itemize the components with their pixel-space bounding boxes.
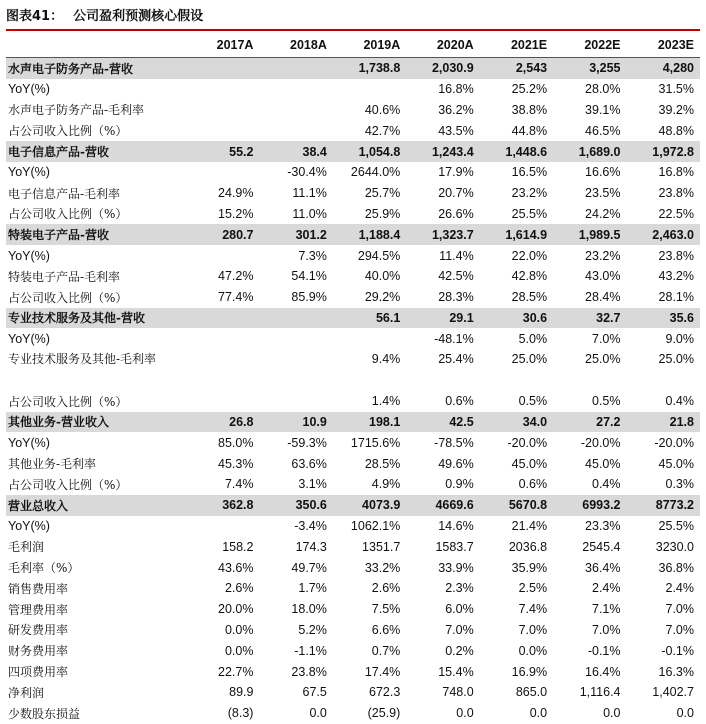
row-label: 专业技术服务及其他-营收 [6, 308, 186, 329]
value-cell: 6993.2 [553, 495, 626, 516]
value-cell: 31.5% [658, 82, 694, 97]
value-cell: 0.0% [224, 622, 254, 637]
value-cell: 0.5% [518, 394, 548, 409]
value-cell: 4,280 [627, 58, 701, 79]
value-cell: 2,463.0 [627, 224, 701, 245]
table-row [6, 474, 700, 495]
value-cell: 362.8 [186, 495, 259, 516]
value-cell: 43.6% [218, 560, 254, 575]
value-cell: 198.1 [333, 412, 406, 433]
row-label: 占公司收入比例（%） [8, 477, 128, 492]
value-cell: 7.0% [665, 602, 694, 617]
value-cell: 5670.8 [480, 495, 553, 516]
value-cell: 748.0 [442, 685, 474, 700]
value-cell: 9.0% [665, 331, 694, 346]
value-cell: 7.0% [665, 622, 694, 637]
value-cell: 0.7% [371, 643, 401, 658]
row-label: 四项费用率 [8, 665, 69, 679]
row-label: 净利润 [8, 685, 45, 700]
row-label: YoY(%) [8, 331, 50, 346]
value-cell: 39.2% [658, 102, 694, 117]
header-cell: 2022E [553, 33, 626, 58]
value-cell: 11.0% [292, 206, 327, 221]
value-cell: 40.6% [364, 102, 401, 117]
value-cell: 43.5% [438, 123, 474, 138]
value-cell: 56.1 [333, 308, 406, 329]
table-row [6, 287, 700, 308]
value-cell: -0.1% [661, 643, 694, 658]
value-cell: 0.3% [665, 477, 694, 492]
table-row [6, 391, 700, 412]
value-cell: 17.4% [364, 664, 401, 679]
value-cell: 28.5% [511, 290, 548, 305]
value-cell: 1715.6% [350, 435, 401, 450]
table-row [6, 599, 700, 620]
value-cell: 85.0% [218, 435, 254, 450]
table-row [6, 703, 700, 724]
header-cell: 2018A [259, 33, 332, 58]
value-cell: 6.0% [445, 602, 474, 617]
value-cell: 63.6% [291, 456, 327, 471]
row-label: 其他业务-营业收入 [6, 412, 186, 433]
table-row [6, 432, 700, 453]
value-cell [259, 58, 332, 79]
row-label: 管理费用率 [8, 602, 69, 617]
value-cell: 2.6% [224, 581, 254, 596]
value-cell: 20.7% [438, 186, 474, 201]
row-label: 营业总收入 [6, 495, 186, 516]
value-cell: 16.8% [658, 165, 694, 180]
value-cell: 1,402.7 [652, 685, 694, 700]
value-cell: 10.9 [259, 412, 332, 433]
value-cell: 25.7% [364, 186, 401, 201]
value-cell: 33.2% [364, 560, 401, 575]
figure-label: 图表41： [6, 9, 64, 24]
value-cell: 2,543 [480, 58, 553, 79]
value-cell: 29.2% [364, 290, 401, 305]
value-cell: 28.1% [658, 290, 694, 305]
value-cell: 25.9% [364, 206, 401, 221]
table-row [6, 162, 700, 183]
value-cell: 0.6% [518, 477, 548, 492]
value-cell: -20.0% [507, 435, 548, 450]
value-cell: 6.6% [371, 622, 401, 637]
value-cell: -3.4% [294, 518, 327, 533]
value-cell: 1.7% [298, 581, 327, 596]
value-cell: 16.5% [511, 165, 548, 180]
value-cell: 1062.1% [350, 518, 401, 533]
value-cell: 25.0% [585, 352, 621, 367]
value-cell: 7.0% [445, 622, 474, 637]
table-row [6, 328, 700, 349]
value-cell: 35.6 [627, 308, 701, 329]
value-cell: 23.3% [585, 518, 621, 533]
value-cell: 16.4% [585, 664, 621, 679]
value-cell: 16.9% [511, 664, 548, 679]
value-cell: 23.8% [658, 186, 694, 201]
value-cell: 1,243.4 [406, 141, 479, 162]
section-row [6, 495, 700, 516]
value-cell: 48.8% [658, 123, 694, 138]
table-body [6, 58, 700, 724]
value-cell: 67.5 [302, 685, 327, 700]
value-cell: (8.3) [227, 706, 254, 721]
value-cell: 1,689.0 [553, 141, 626, 162]
row-label: 专业技术服务及其他-毛利率 [8, 352, 157, 367]
row-label: 销售费用率 [8, 581, 69, 596]
value-cell: 24.9% [218, 186, 254, 201]
row-label: 财务费用率 [8, 644, 69, 659]
table-row [6, 100, 700, 121]
section-row [6, 58, 700, 79]
value-cell: 28.5% [364, 456, 401, 471]
value-cell: 9.4% [371, 352, 401, 367]
row-label: 占公司收入比例（%） [8, 290, 128, 305]
table-row [6, 516, 700, 537]
value-cell: 25.0% [511, 352, 548, 367]
value-cell: 47.2% [218, 269, 254, 284]
value-cell: 21.8 [627, 412, 701, 433]
value-cell: 4.9% [371, 477, 401, 492]
value-cell: 0.0 [309, 706, 327, 721]
value-cell: 28.3% [438, 290, 474, 305]
value-cell: 34.0 [480, 412, 553, 433]
value-cell: 45.0% [658, 456, 694, 471]
value-cell: 11.1% [292, 186, 327, 201]
row-label: 少数股东损益 [8, 706, 81, 721]
value-cell: 5.2% [298, 622, 327, 637]
value-cell: 0.4% [665, 394, 694, 409]
value-cell: 0.0 [456, 706, 474, 721]
table-row [6, 120, 700, 141]
value-cell: 28.0% [585, 82, 621, 97]
value-cell [259, 100, 332, 121]
value-cell: 7.4% [224, 477, 254, 492]
value-cell: 21.4% [511, 518, 548, 533]
value-cell [259, 391, 332, 412]
value-cell: 15.2% [218, 206, 254, 221]
value-cell: 7.1% [592, 602, 621, 617]
value-cell: 14.6% [438, 518, 474, 533]
value-cell: -20.0% [654, 435, 694, 450]
value-cell: 23.5% [585, 186, 621, 201]
value-cell: 2.4% [665, 581, 694, 596]
value-cell: 49.7% [291, 560, 327, 575]
value-cell: -20.0% [580, 435, 621, 450]
value-cell: 54.1% [291, 269, 327, 284]
value-cell [333, 79, 406, 100]
row-label: 电子信息产品-营收 [6, 141, 186, 162]
row-label: YoY(%) [8, 82, 50, 97]
value-cell: 1,448.6 [480, 141, 553, 162]
row-label: 特装电子产品-毛利率 [8, 269, 121, 284]
value-cell: (25.9) [367, 706, 401, 721]
value-cell: 174.3 [295, 539, 327, 554]
row-label: YoY(%) [8, 165, 50, 180]
table-row [6, 640, 700, 661]
value-cell: 865.0 [515, 685, 548, 700]
value-cell: 280.7 [186, 224, 259, 245]
header-cell: 2021E [480, 33, 553, 58]
value-cell: 39.1% [585, 102, 621, 117]
value-cell: 20.0% [218, 602, 254, 617]
row-label: 占公司收入比例（%） [8, 124, 128, 139]
value-cell: 2644.0% [350, 165, 401, 180]
value-cell [186, 58, 259, 79]
value-cell: 43.0% [585, 269, 621, 284]
value-cell [186, 120, 259, 141]
value-cell: 77.4% [218, 290, 254, 305]
value-cell: 7.0% [518, 622, 548, 637]
value-cell: 15.4% [438, 664, 474, 679]
value-cell: 89.9 [229, 685, 254, 700]
value-cell [186, 100, 259, 121]
value-cell [186, 349, 259, 391]
value-cell: 1,188.4 [333, 224, 406, 245]
value-cell [186, 328, 259, 349]
table-row [6, 453, 700, 474]
section-row [6, 412, 700, 433]
value-cell: 85.9% [291, 290, 327, 305]
value-cell: 23.2% [511, 186, 548, 201]
row-label: YoY(%) [8, 435, 50, 450]
value-cell: 3.1% [298, 477, 327, 492]
value-cell: 25.4% [438, 352, 474, 367]
value-cell: 36.8% [658, 560, 694, 575]
value-cell: 40.0% [364, 269, 401, 284]
value-cell: 23.8% [291, 664, 327, 679]
table-row [6, 536, 700, 557]
value-cell [186, 391, 259, 412]
value-cell: 294.5% [357, 248, 401, 263]
value-cell: 1,972.8 [627, 141, 701, 162]
row-label: YoY(%) [8, 518, 50, 533]
value-cell: 2.6% [371, 581, 401, 596]
value-cell: 17.9% [438, 165, 474, 180]
value-cell: 46.5% [585, 123, 621, 138]
value-cell: 25.2% [511, 82, 548, 97]
value-cell: 55.2 [186, 141, 259, 162]
value-cell: 35.9% [511, 560, 548, 575]
value-cell: 45.3% [218, 456, 254, 471]
value-cell: 1,323.7 [406, 224, 479, 245]
value-cell: 0.0% [224, 643, 254, 658]
header-cell: 2019A [333, 33, 406, 58]
value-cell: 44.8% [511, 123, 548, 138]
value-cell: 22.7% [218, 664, 254, 679]
value-cell: 3230.0 [655, 539, 694, 554]
section-row [6, 308, 700, 329]
value-cell: 43.2% [658, 269, 694, 284]
row-label: 研发费用率 [8, 623, 69, 638]
value-cell: 1583.7 [435, 539, 474, 554]
table-row [6, 578, 700, 599]
value-cell: 11.4% [439, 248, 474, 263]
value-cell: 2036.8 [508, 539, 548, 554]
value-cell [333, 328, 406, 349]
value-cell: 2545.4 [582, 539, 621, 554]
value-cell: 24.2% [585, 206, 621, 221]
value-cell: 0.0% [518, 643, 548, 658]
header-cell: 2023E [627, 33, 701, 58]
value-cell: 7.4% [518, 602, 548, 617]
value-cell [186, 308, 259, 329]
table-row [6, 266, 700, 287]
header-cell: 2017A [186, 33, 259, 58]
value-cell: 25.5% [511, 206, 548, 221]
value-cell: 25.5% [658, 518, 694, 533]
value-cell: 23.8% [658, 248, 694, 263]
value-cell: 30.6 [480, 308, 553, 329]
value-cell: 42.5% [438, 269, 474, 284]
value-cell: 0.9% [445, 477, 474, 492]
value-cell: 0.5% [592, 394, 621, 409]
value-cell: 0.6% [445, 394, 474, 409]
value-cell: 42.7% [364, 123, 401, 138]
value-cell: 0.0 [603, 706, 621, 721]
value-cell: 1351.7 [362, 539, 401, 554]
value-cell: 49.6% [438, 456, 474, 471]
value-cell: 38.8% [511, 102, 548, 117]
value-cell: 8773.2 [627, 495, 701, 516]
value-cell [259, 308, 332, 329]
row-label: 毛利润 [8, 540, 45, 555]
value-cell: 0.0 [676, 706, 694, 721]
value-cell: 16.8% [438, 82, 474, 97]
value-cell: 33.9% [438, 560, 474, 575]
value-cell: 23.2% [585, 248, 621, 263]
value-cell: 301.2 [259, 224, 332, 245]
value-cell [186, 162, 259, 183]
value-cell: 38.4 [259, 141, 332, 162]
value-cell: 16.6% [585, 165, 621, 180]
value-cell: 18.0% [291, 602, 327, 617]
value-cell [259, 349, 332, 391]
value-cell: -1.1% [294, 643, 327, 658]
value-cell: 25.0% [658, 352, 694, 367]
value-cell: 22.0% [511, 248, 548, 263]
table-row [6, 79, 700, 100]
value-cell: 1,989.5 [553, 224, 626, 245]
value-cell: 2.4% [592, 581, 621, 596]
header-cell: 2020A [406, 33, 479, 58]
table-row [6, 682, 700, 703]
value-cell: 29.1 [406, 308, 479, 329]
value-cell: 36.4% [585, 560, 621, 575]
value-cell: 1.4% [371, 394, 401, 409]
value-cell: 27.2 [553, 412, 626, 433]
value-cell [186, 79, 259, 100]
value-cell: -59.3% [287, 435, 327, 450]
value-cell: 45.0% [511, 456, 548, 471]
value-cell: 1,116.4 [579, 685, 621, 700]
header-row [6, 33, 700, 58]
value-cell: 1,738.8 [333, 58, 406, 79]
value-cell: 2.3% [445, 581, 474, 596]
value-cell: 42.8% [511, 269, 548, 284]
section-row [6, 224, 700, 245]
value-cell: 7.3% [298, 248, 327, 263]
value-cell: 4669.6 [406, 495, 479, 516]
value-cell: 32.7 [553, 308, 626, 329]
value-cell: 7.0% [592, 622, 621, 637]
row-label: 占公司收入比例（%） [8, 394, 128, 409]
value-cell: -78.5% [434, 435, 474, 450]
value-cell: 1,614.9 [480, 224, 553, 245]
value-cell: 42.5 [406, 412, 479, 433]
value-cell [186, 516, 259, 537]
row-label: 特装电子产品-营收 [6, 224, 186, 245]
value-cell: -48.1% [434, 331, 474, 346]
value-cell: 7.0% [592, 331, 621, 346]
value-cell [259, 79, 332, 100]
table-row [6, 245, 700, 266]
value-cell [259, 120, 332, 141]
value-cell: 0.2% [445, 643, 474, 658]
value-cell: 2.5% [518, 581, 548, 596]
value-cell: 26.8 [186, 412, 259, 433]
forecast-table [6, 33, 700, 724]
value-cell: 28.4% [585, 290, 621, 305]
row-label: 占公司收入比例（%） [8, 207, 128, 222]
table-row [6, 183, 700, 204]
row-label: YoY(%) [8, 248, 50, 263]
value-cell: 3,255 [553, 58, 626, 79]
value-cell: 2,030.9 [406, 58, 479, 79]
value-cell: 16.3% [658, 664, 694, 679]
value-cell: -30.4% [287, 165, 327, 180]
row-label: 电子信息产品-毛利率 [8, 186, 121, 201]
value-cell: 350.6 [259, 495, 332, 516]
row-label: 水声电子防务产品-营收 [6, 58, 186, 79]
table-row [6, 661, 700, 682]
value-cell: 7.5% [371, 602, 401, 617]
header-cell [6, 33, 186, 58]
row-label: 水声电子防务产品-毛利率 [8, 103, 145, 118]
value-cell: 158.2 [222, 539, 254, 554]
value-cell: 1,054.8 [333, 141, 406, 162]
value-cell [186, 245, 259, 266]
row-label: 毛利率（%） [8, 561, 80, 576]
figure-caption: 公司盈利预测核心假设 [73, 9, 204, 24]
value-cell: 45.0% [585, 456, 621, 471]
value-cell: 0.0 [529, 706, 548, 721]
table-row [6, 620, 700, 641]
value-cell: 0.4% [592, 477, 621, 492]
row-label: 其他业务-毛利率 [8, 457, 97, 472]
value-cell: 4073.9 [333, 495, 406, 516]
figure-title [6, 4, 700, 31]
table-row [6, 204, 700, 225]
value-cell: 36.2% [438, 102, 474, 117]
value-cell: -0.1% [587, 643, 621, 658]
value-cell: 5.0% [518, 331, 548, 346]
value-cell: 672.3 [369, 685, 401, 700]
value-cell [259, 328, 332, 349]
table-row [6, 557, 700, 578]
section-row [6, 141, 700, 162]
table-row [6, 349, 700, 391]
value-cell: 26.6% [438, 206, 474, 221]
value-cell: 22.5% [658, 206, 694, 221]
